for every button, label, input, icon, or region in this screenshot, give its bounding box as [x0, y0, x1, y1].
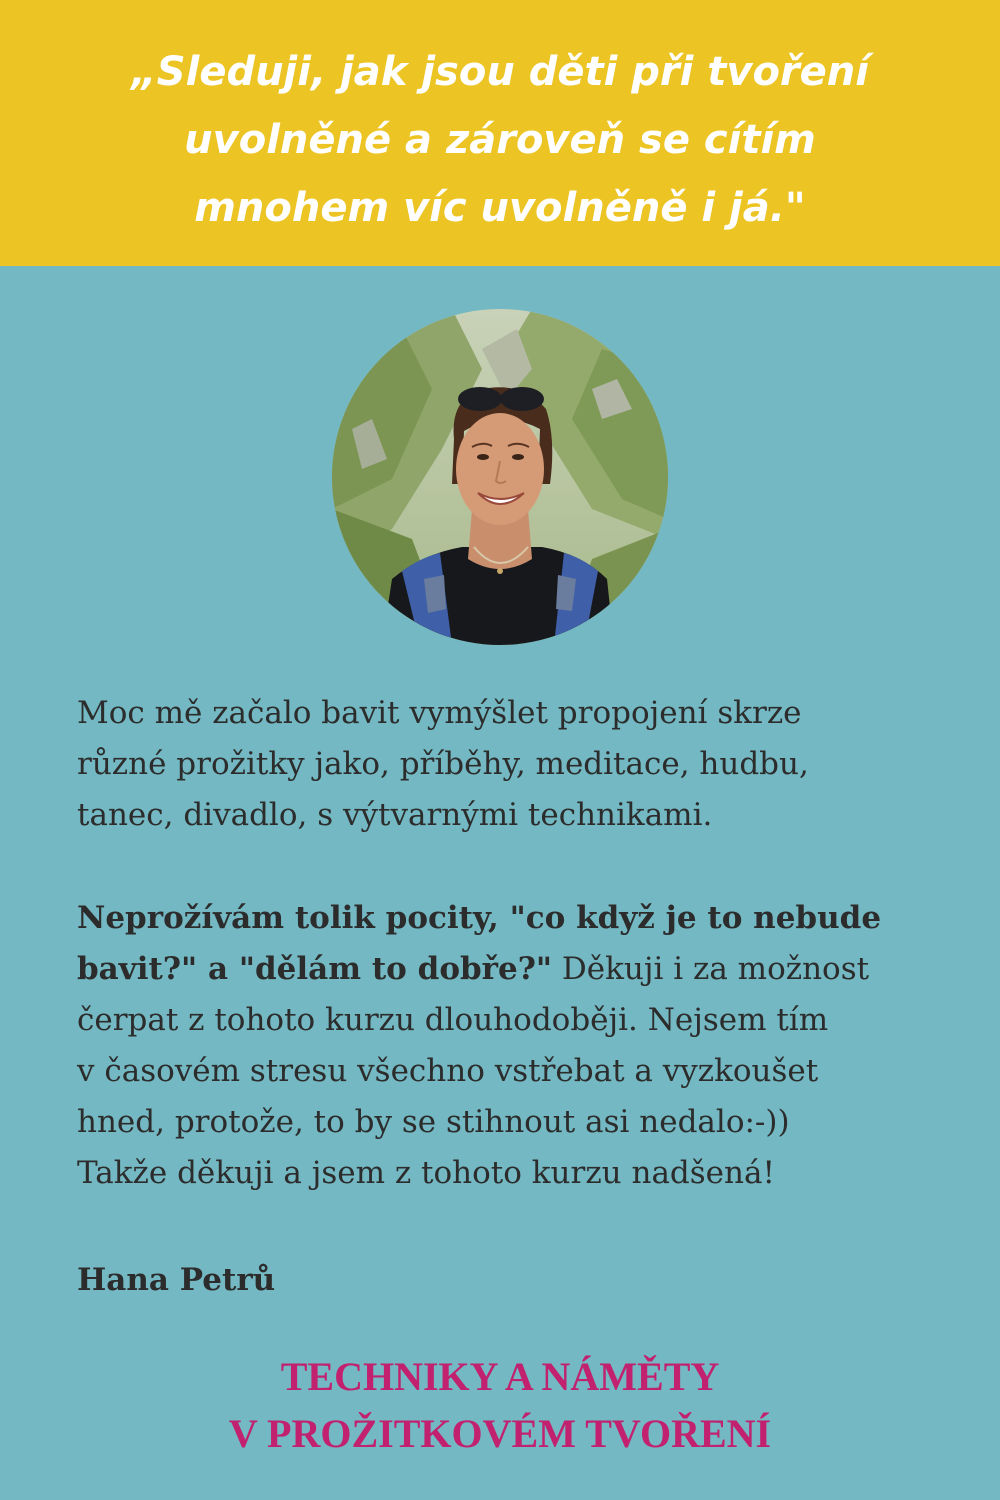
paragraph-line: tanec, divadlo, s výtvarnými technikami.: [77, 797, 713, 833]
paragraph-line: v časovém stresu všechno vstřebat a vyzkoušet: [77, 1053, 819, 1089]
course-title-line: V PROŽITKOVÉM TVOŘENÍ: [228, 1411, 772, 1456]
bold-statement: bavit?" a "dělám to dobře?": [77, 951, 553, 987]
paragraph-line: čerpat z tohoto kurzu dlouhodoběji. Nejsem tím: [77, 1002, 829, 1038]
paragraph-text: Děkuji i za možnost: [552, 951, 870, 987]
paragraph-line: [77, 893, 977, 944]
course-title: [0, 1348, 1000, 1462]
testimonial-quote: [0, 38, 1000, 242]
bold-statement: Neprožívám tolik pocity, "co když je to nebude: [77, 900, 882, 936]
paragraph-line: hned, protože, to by se stihnout asi nedalo:-)): [77, 1104, 790, 1140]
portrait-photo: [332, 309, 668, 645]
quote-line: uvolněné a zároveň se cítím: [184, 117, 816, 163]
testimonial-paragraph-1: [77, 688, 957, 841]
paragraph-line: různé prožitky jako, příběhy, meditace, hudbu,: [77, 746, 809, 782]
quote-line: mnohem víc uvolněně i já.": [194, 185, 806, 231]
testimonial-paragraph-2: [77, 893, 977, 1199]
paragraph-line: Takže děkuji a jsem z tohoto kurzu nadšená!: [77, 1155, 775, 1191]
portrait-illustration: [332, 309, 668, 645]
quote-line: „Sleduji, jak jsou děti při tvoření: [131, 49, 869, 95]
quote-banner: [0, 0, 1000, 266]
paragraph-line: [77, 944, 977, 995]
author-signature: Hana Petrů: [77, 1262, 276, 1298]
paragraph-line: Moc mě začalo bavit vymýšlet propojení skrze: [77, 695, 802, 731]
course-title-line: TECHNIKY A NÁMĚTY: [280, 1354, 720, 1399]
